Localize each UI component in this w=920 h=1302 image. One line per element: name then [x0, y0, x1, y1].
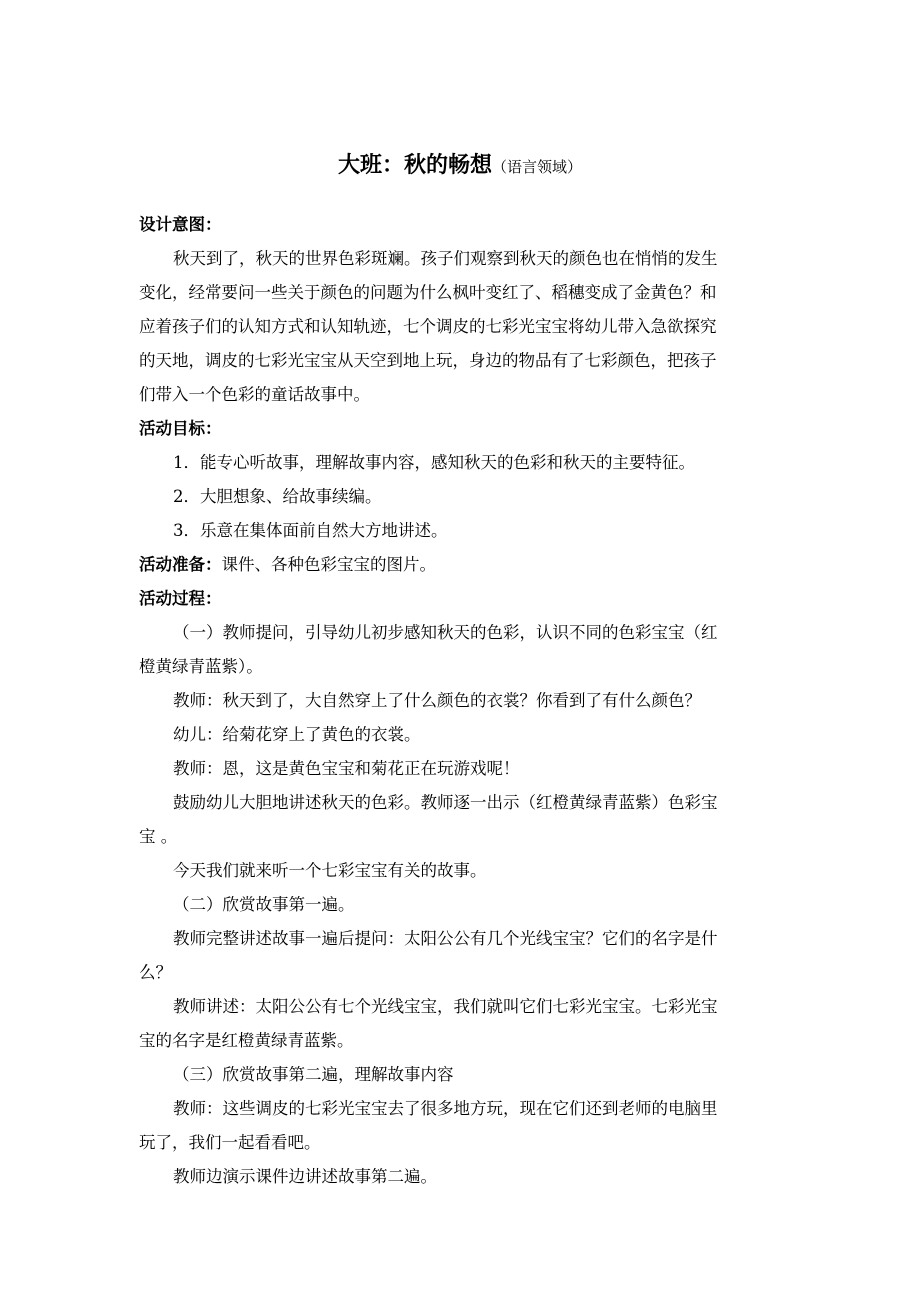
design-intent-line: 应着孩子们的认知方式和认知轨迹，七个调皮的七彩光宝宝将幼儿带入急欲探究	[139, 317, 717, 336]
design-intent-line: 秋天到了，秋天的世界色彩斑斓。孩子们观察到秋天的颜色也在悄悄的发生	[173, 249, 718, 268]
process-line: 教师：秋天到了，大自然穿上了什么颜色的衣裳？你看到了有什么颜色？	[173, 691, 701, 710]
process-line: 宝 。	[139, 827, 178, 846]
prep-line	[139, 548, 781, 582]
goal-item: 3．乐意在集体面前自然大方地讲述。	[173, 521, 448, 540]
process-line: （一）教师提问，引导幼儿初步感知秋天的色彩，认识不同的色彩宝宝（红	[173, 623, 718, 642]
goal-item: 2．大胆想象、给故事续编。	[173, 487, 382, 506]
design-intent-line: 的天地，调皮的七彩光宝宝从天空到地上玩，身边的物品有了七彩颜色，把孩子	[139, 351, 717, 370]
process-line: 教师：恩，这是黄色宝宝和菊花正在玩游戏呢！	[173, 759, 520, 778]
design-intent-line: 变化，经常要问一些关于颜色的问题为什么枫叶变红了、稻穗变成了金黄色？和	[139, 283, 717, 302]
process-line: 教师完整讲述故事一遍后提问：太阳公公有几个光线宝宝？它们的名字是什	[173, 929, 718, 948]
process-line: 幼儿：给菊花穿上了黄色的衣裳。	[173, 725, 421, 744]
process-line: 鼓励幼儿大胆地讲述秋天的色彩。教师逐一出示（红橙黄绿青蓝紫）色彩宝	[173, 793, 718, 812]
title-main: 大班：秋的畅想	[337, 153, 492, 178]
process-line: 橙黄绿青蓝紫）。	[139, 657, 263, 676]
process-line: 么？	[139, 963, 172, 982]
prep-text: 课件、各种色彩宝宝的图片。	[221, 555, 436, 574]
document-title	[139, 148, 781, 188]
design-intent-heading: 设计意图：	[139, 215, 222, 234]
process-line: 今天我们就来听一个七彩宝宝有关的故事。	[173, 861, 487, 880]
goal-item: 1．能专心听故事，理解故事内容，感知秋天的色彩和秋天的主要特征。	[173, 453, 695, 472]
process-line: 玩了，我们一起看看吧。	[139, 1133, 321, 1152]
design-intent-line: 们带入一个色彩的童话故事中。	[139, 385, 370, 404]
process-line: （三）欣赏故事第二遍，理解故事内容	[173, 1065, 454, 1084]
process-line: （二）欣赏故事第一遍。	[173, 895, 355, 914]
prep-heading: 活动准备：	[139, 555, 222, 574]
title-subtitle: （语言领域）	[492, 158, 583, 176]
process-heading: 活动过程：	[139, 589, 222, 608]
process-line: 宝的名字是红橙黄绿青蓝紫。	[139, 1031, 354, 1050]
process-line: 教师：这些调皮的七彩光宝宝去了很多地方玩，现在它们还到老师的电脑里	[173, 1099, 718, 1118]
document-page	[139, 148, 781, 1194]
process-line: 教师讲述：太阳公公有七个光线宝宝，我们就叫它们七彩光宝宝。七彩光宝	[173, 997, 718, 1016]
process-line: 教师边演示课件边讲述故事第二遍。	[173, 1167, 437, 1186]
goals-heading: 活动目标：	[139, 419, 222, 438]
